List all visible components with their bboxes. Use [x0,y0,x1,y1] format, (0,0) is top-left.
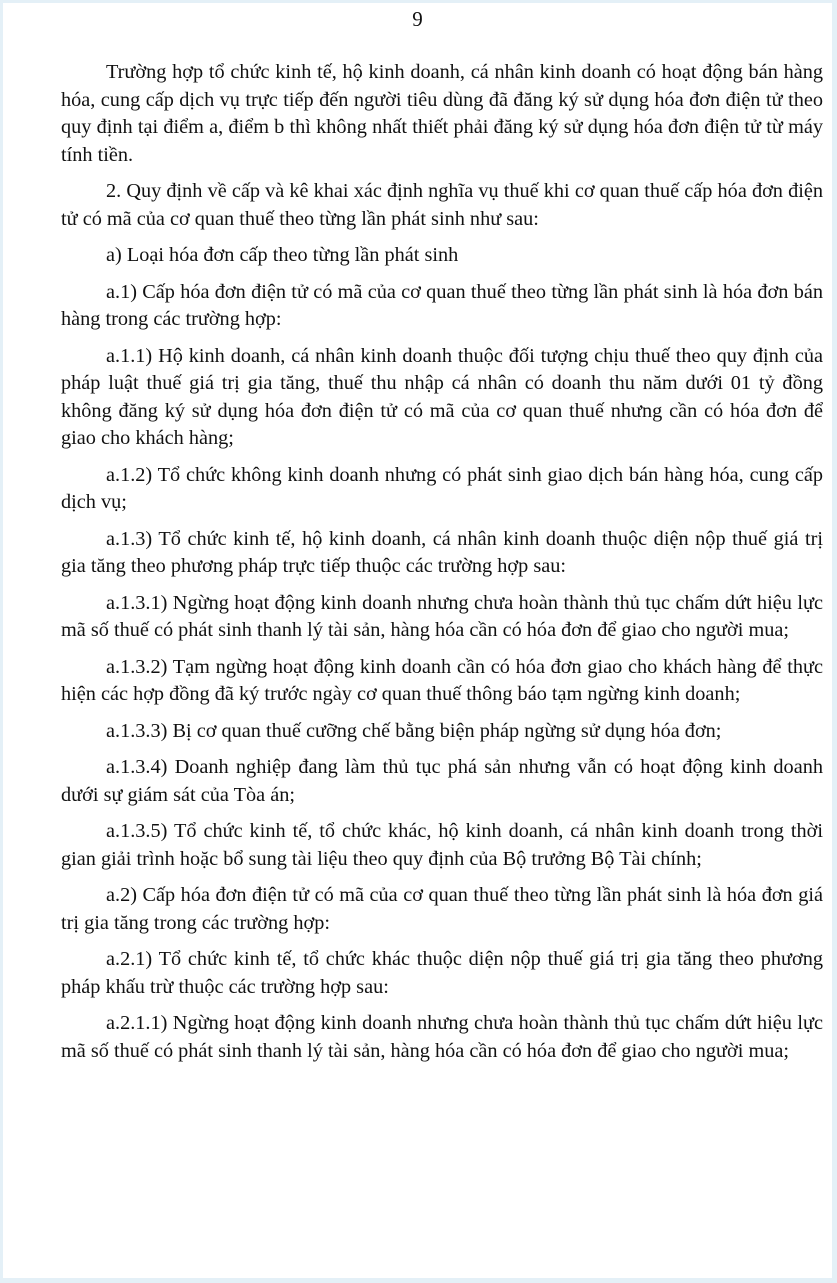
document-body [61,59,823,1074]
paragraph-a1: a.1) Cấp hóa đơn điện tử có mã của cơ quan thuế theo từng lần phát sinh là hóa đơn bán hàng trong các trường hợp: [61,280,823,330]
paragraph-a2-1: a.2.1) Tổ chức kinh tế, tổ chức khác thuộc diện nộp thuế giá trị gia tăng theo phương pháp khấu trừ thuộc các trường hợp sau: [61,948,823,998]
paragraph-a1-3-2: a.1.3.2) Tạm ngừng hoạt động kinh doanh cần có hóa đơn giao cho khách hàng để thực hiện các hợp đồng đã ký trước ngày cơ quan thuế thông báo tạm ngừng kinh doanh; [61,655,823,705]
paragraph-a1-2: a.1.2) Tổ chức không kinh doanh nhưng có phát sinh giao dịch bán hàng hóa, cung cấp dịch vụ; [61,463,823,513]
paragraph-a2-1-1: a.2.1.1) Ngừng hoạt động kinh doanh nhưng chưa hoàn thành thủ tục chấm dứt hiệu lực mã số thuế có phát sinh thanh lý tài sản, hàng hóa cần có hóa đơn để giao cho người mua; [61,1012,823,1062]
paragraph-a1-3-3: a.1.3.3) Bị cơ quan thuế cưỡng chế bằng biện pháp ngừng sử dụng hóa đơn; [106,719,722,742]
paragraph-a1-3-4: a.1.3.4) Doanh nghiệp đang làm thủ tục phá sản nhưng vẫn có hoạt động kinh doanh dưới sự giám sát của Tòa án; [61,756,823,806]
paragraph-a1-3-5: a.1.3.5) Tổ chức kinh tế, tổ chức khác, hộ kinh doanh, cá nhân kinh doanh trong thời gian giải trình hoặc bổ sung tài liệu theo quy định của Bộ trưởng Bộ Tài chính; [61,820,823,870]
paragraph-a2: a.2) Cấp hóa đơn điện tử có mã của cơ quan thuế theo từng lần phát sinh là hóa đơn giá trị gia tăng trong các trường hợp: [61,884,823,934]
paragraph-a1-3: a.1.3) Tổ chức kinh tế, hộ kinh doanh, cá nhân kinh doanh thuộc diện nộp thuế giá trị gia tăng theo phương pháp trực tiếp thuộc các trường hợp sau: [61,527,823,577]
paragraph-a1-3-1: a.1.3.1) Ngừng hoạt động kinh doanh nhưng chưa hoàn thành thủ tục chấm dứt hiệu lực mã số thuế có phát sinh thanh lý tài sản, hàng hóa cần có hóa đơn để giao cho người mua; [61,591,823,641]
paragraph-section-2: 2. Quy định về cấp và kê khai xác định nghĩa vụ thuế khi cơ quan thuế cấp hóa đơn điện tử có mã của cơ quan thuế theo từng lần phát sinh như sau: [61,180,823,230]
paragraph-intro: Trường hợp tổ chức kinh tế, hộ kinh doanh, cá nhân kinh doanh có hoạt động bán hàng hóa, cung cấp dịch vụ trực tiếp đến người tiêu dùng đã đăng ký sử dụng hóa đơn điện tử theo quy định tại điểm a, điểm b thì không nhất thiết phải đăng ký sử dụng hóa đơn điện tử từ máy tính tiền. [61,61,823,166]
document-page [3,3,832,1278]
paragraph-a1-1: a.1.1) Hộ kinh doanh, cá nhân kinh doanh thuộc đối tượng chịu thuế theo quy định của pháp luật thuế giá trị gia tăng, thuế thu nhập cá nhân có doanh thu năm dưới 01 tỷ đồng không đăng ký sử dụng hóa đơn điện tử có mã của cơ quan thuế nhưng cần có hóa đơn để giao cho khách hàng; [61,344,823,449]
paragraph-a: a) Loại hóa đơn cấp theo từng lần phát sinh [106,244,459,266]
page-number: 9 [412,7,423,31]
